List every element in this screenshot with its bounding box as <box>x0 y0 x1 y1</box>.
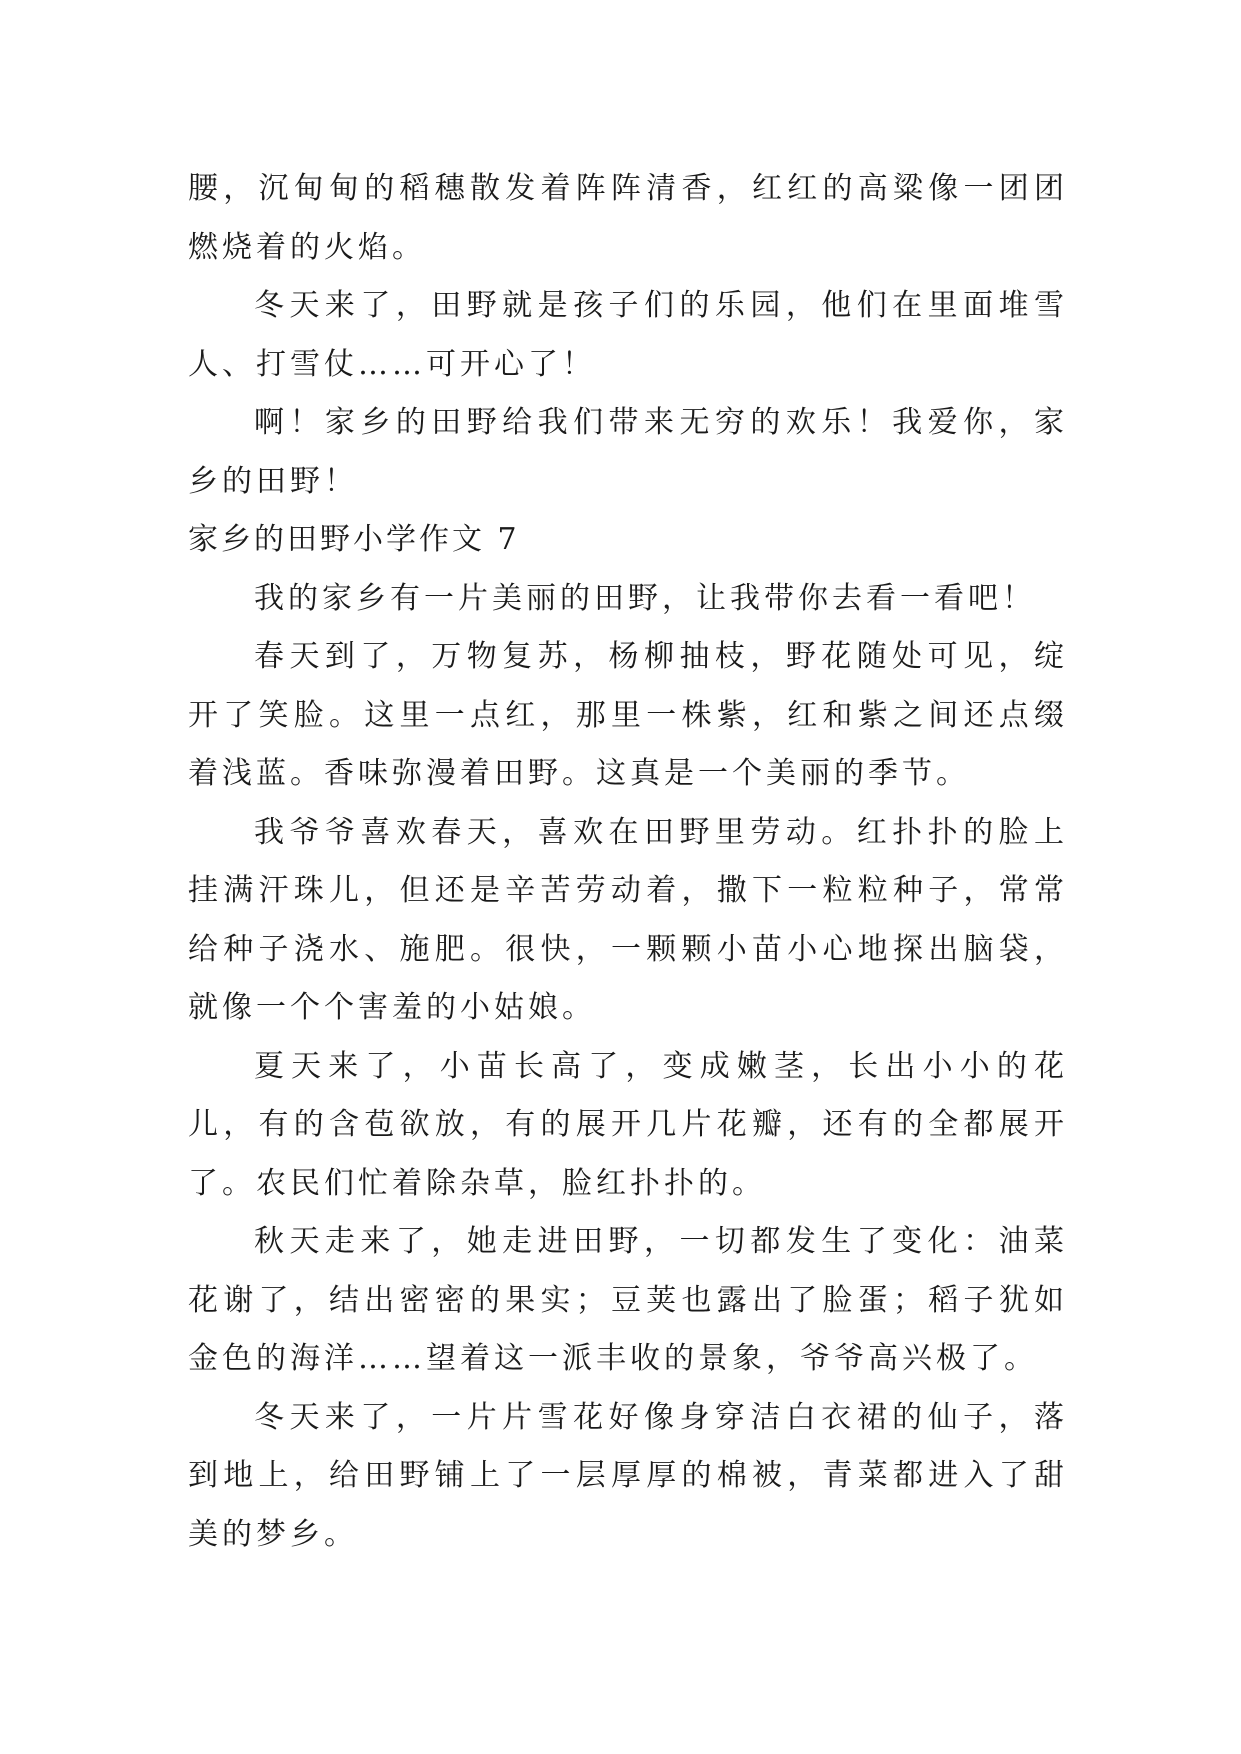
paragraph-winter: 冬天来了，一片片雪花好像身穿洁白衣裙的仙子，落到地上，给田野铺上了一层厚厚的棉被，青菜都进入了甜美的梦乡。 <box>188 1399 1068 1552</box>
paragraph-autumn: 秋天走来了，她走进田野，一切都发生了变化：油菜花谢了，结出密密的果实；豆荚也露出了脸蛋；稻子犹如金色的海洋……望着这一派丰收的景象，爷爷高兴极了。 <box>188 1224 1068 1376</box>
paragraph-closing: 啊！家乡的田野给我们带来无穷的欢乐！我爱你，家乡的田野！ <box>188 405 1068 499</box>
paragraph-intro: 我的家乡有一片美丽的田野，让我带你去看一看吧！ <box>254 580 1036 616</box>
document-body <box>188 160 1068 1564</box>
paragraph-continued: 腰，沉甸甸的稻穗散发着阵阵清香，红红的高粱像一团团燃烧着的火焰。 <box>188 171 1068 265</box>
paragraph-spring: 春天到了，万物复苏，杨柳抽枝，野花随处可见，绽开了笑脸。这里一点红，那里一株紫，红和紫之间还点缀着浅蓝。香味弥漫着田野。这真是一个美丽的季节。 <box>188 639 1068 791</box>
section-title: 家乡的田野小学作文 7 <box>188 522 520 557</box>
paragraph-winter-play: 冬天来了，田野就是孩子们的乐园，他们在里面堆雪人、打雪仗……可开心了！ <box>188 288 1068 382</box>
paragraph-summer: 夏天来了，小苗长高了，变成嫩茎，长出小小的花儿，有的含苞欲放，有的展开几片花瓣，还有的全都展开了。农民们忙着除杂草，脸红扑扑的。 <box>188 1048 1068 1201</box>
paragraph-grandpa: 我爷爷喜欢春天，喜欢在田野里劳动。红扑扑的脸上挂满汗珠儿，但还是辛苦劳动着，撒下一粒粒种子，常常给种子浇水、施肥。很快，一颗颗小苗小心地探出脑袋，就像一个个害羞的小姑娘。 <box>188 814 1068 1025</box>
